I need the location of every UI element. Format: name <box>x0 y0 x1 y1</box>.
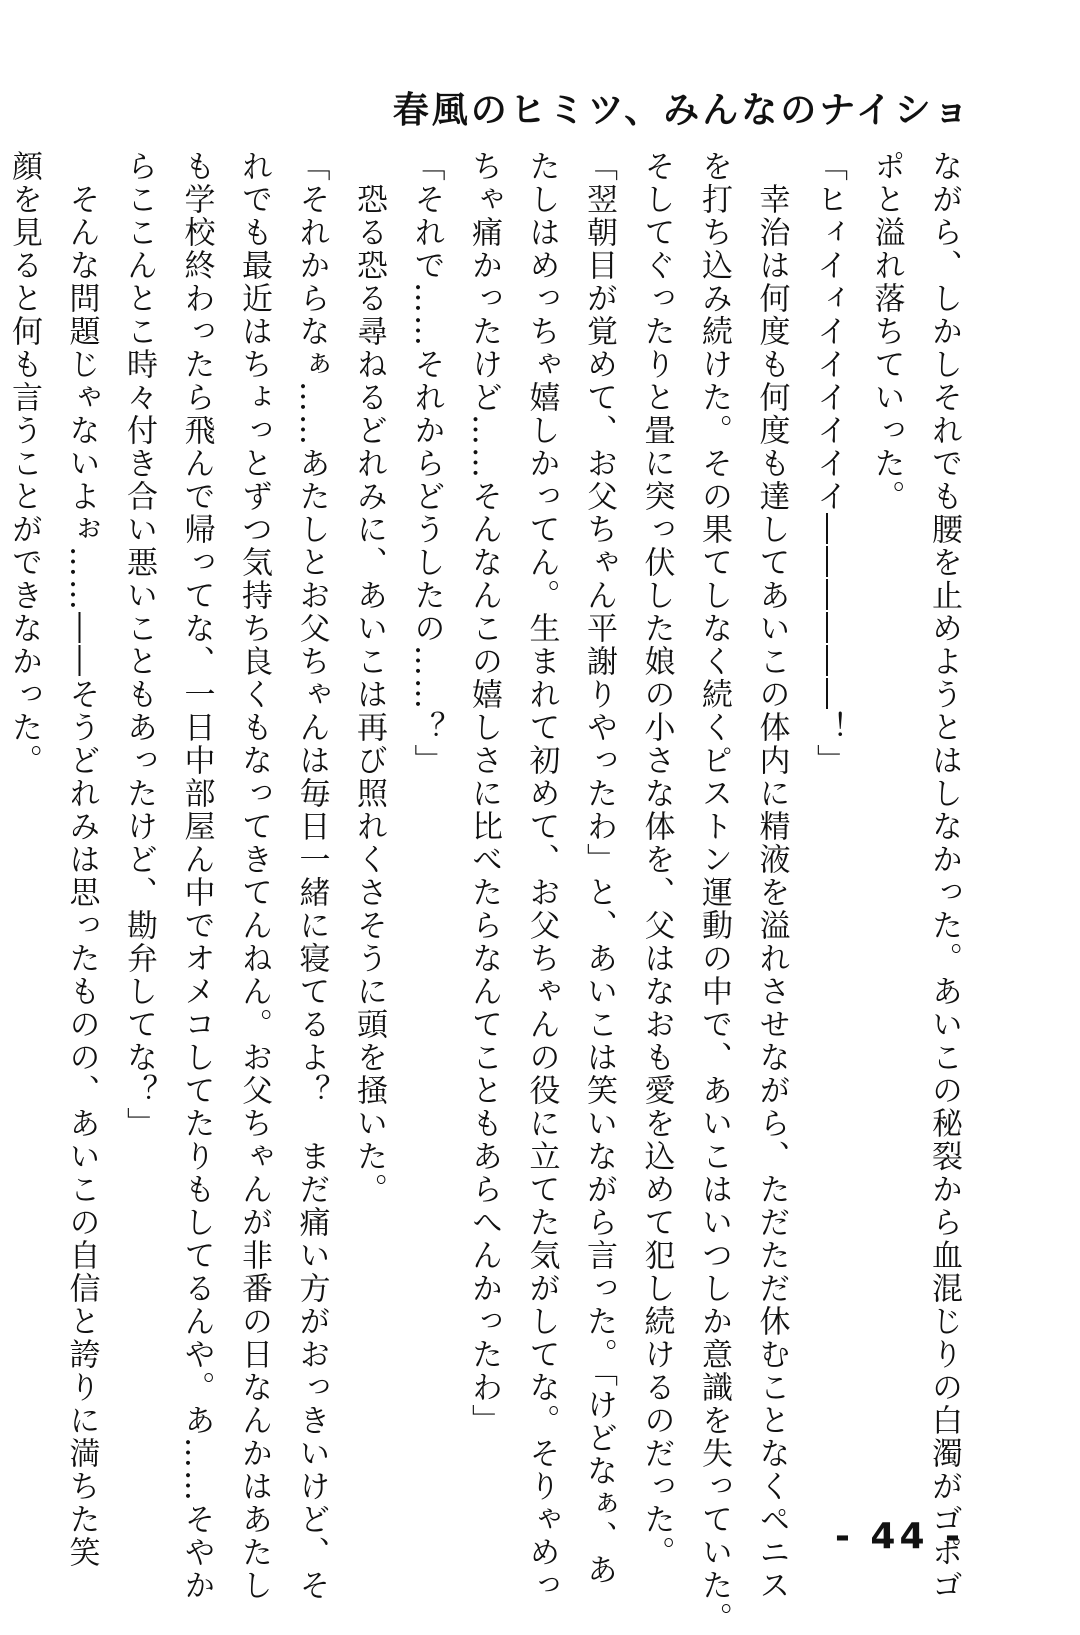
page-number: - 44 - <box>834 1516 964 1557</box>
text-line: 「ヒィイィイイイイイイ――――――！」 <box>811 150 847 777</box>
running-title: 春風のヒミツ、みんなのナイショ <box>392 90 972 131</box>
text-line: を打ち込み続けた。その果てしなく続くピストン運動の中で、あいこはいつしか意識を失っていた。 <box>696 150 732 1635</box>
text-line: たしはめっちゃ嬉しかってん。生まれて初めて、お父ちゃんの役に立てた気がしてな。そりゃめっ <box>523 150 560 1602</box>
text-line: も学校終わったら飛んで帰ってな、一日中部屋ん中でオメコしてたりもしてるんや。あ……そやか <box>178 150 215 1602</box>
text-line: 「翌朝目が覚めて、お父ちゃん平謝りやったわ」と、あいこは笑いながら言った。「けどなぁ、あ <box>581 150 617 1587</box>
text-line: 「それからなぁ……あたしとお父ちゃんは毎日一緒に寝てるよ？ まだ痛い方がおっきいけど、そ <box>293 150 330 1602</box>
text-line: ながら、しかしそれでも腰を止めようとはしなかった。あいこの秘裂から血混じりの白濁がゴポゴ <box>926 150 962 1602</box>
text-line: 「それで……それからどうしたの……？」 <box>408 150 445 777</box>
text-line: ポと溢れ落ちていった。 <box>868 150 905 513</box>
text-line: 恐る恐る尋ねるどれみに、あいこは再び照れくさそうに頭を掻いた。 <box>351 150 387 1206</box>
text-line: れでも最近はちょっとずつ気持ち良くもなってきてんねん。お父ちゃんが非番の日なんかはあたし <box>236 150 272 1602</box>
text-line: らここんとこ時々付き合い悪いこともあったけど、勘弁してな？」 <box>121 150 157 1140</box>
text-line: 幸治は何度も何度も達してあいこの体内に精液を溢れさせながら、ただただ休むことなくペニス <box>753 150 790 1602</box>
text-line: 顔を見ると何も言うことができなかった。 <box>6 150 42 777</box>
text-line: そんな問題じゃないよぉ……――そうどれみは思ったものの、あいこの自信と誇りに満ちた笑 <box>63 150 100 1569</box>
text-line: そしてぐったりと畳に突っ伏した娘の小さな体を、父はなおも愛を込めて犯し続けるのだった。 <box>638 150 675 1569</box>
text-line: ちゃ痛かったけど……そんなんこの嬉しさに比べたらなんてこともあらへんかったわ」 <box>466 150 502 1437</box>
